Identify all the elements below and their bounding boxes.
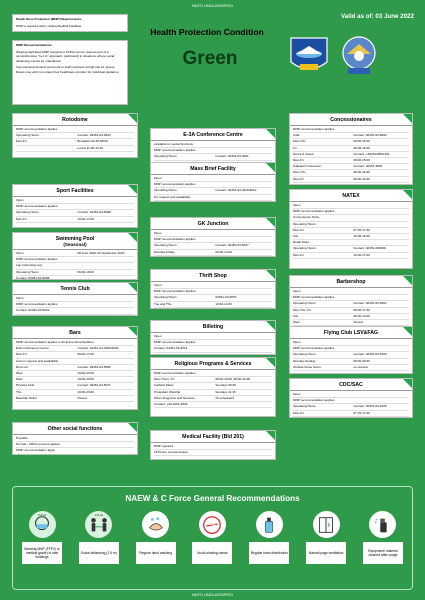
recommendation-item xyxy=(76,511,122,564)
row-label: FFP2 are recommended xyxy=(154,450,188,455)
row-label: Retail Store xyxy=(293,240,310,245)
masked-face-icon xyxy=(29,511,56,538)
card-title: NATEX xyxy=(290,190,412,202)
row-label: Fri xyxy=(293,145,297,150)
naew-logo xyxy=(288,34,330,78)
row-label: Sat xyxy=(293,234,298,239)
recommendation-text: Social distancing (1.5 m) xyxy=(79,542,119,564)
row-label: MNP recommendation applies xyxy=(154,371,196,375)
card-title: Concessionaires xyxy=(290,114,412,126)
row-label: Tue and Thu xyxy=(154,301,172,306)
window-ventilation-icon xyxy=(313,511,340,538)
card-cdc-sac xyxy=(289,378,413,418)
row-label: Lap swimming only xyxy=(16,263,43,268)
row-label: MNP recommendation applies xyxy=(16,302,58,307)
row-label: Kalipasch Insurance xyxy=(293,164,321,169)
row-value: 09:00-17:00 xyxy=(77,352,94,357)
card-title: Rotodome xyxy=(13,114,137,126)
row-label: Greek & Greek xyxy=(293,151,314,156)
row-value: 09:00-20:00 xyxy=(353,358,370,363)
row-label: MNP recommendation applies in all active listed facilities xyxy=(16,340,94,344)
row-value: Contact: 02451-63-4610/4612 xyxy=(215,188,257,193)
card-rotodome xyxy=(12,113,138,158)
row-label: Monday-Friday xyxy=(154,249,175,254)
condition-level: Green xyxy=(182,48,238,69)
row-value: Lunch 11:00-13:30 xyxy=(77,145,103,150)
card-title: Tennis Club xyxy=(13,283,137,295)
corner-triangle-icon xyxy=(266,129,275,138)
row-label: MNP recommendation applies xyxy=(16,127,58,131)
table-row xyxy=(16,146,134,152)
row-value: Contact: 02451-63-5098 xyxy=(77,210,111,215)
row-value: Contact: 02451-63-5071 xyxy=(77,383,111,388)
no-handshake-icon xyxy=(199,511,226,538)
row-label: Other Programs and Services xyxy=(154,395,195,400)
row-label: Café xyxy=(293,133,300,138)
row-label: Operating Hours xyxy=(154,243,177,248)
row-label: Wed xyxy=(16,371,23,376)
corner-triangle-icon xyxy=(266,431,275,440)
row-label: E3A Conference Centre xyxy=(16,346,49,351)
card-tennis-club xyxy=(12,282,138,316)
row-label: MNP recommendation applies xyxy=(293,295,335,300)
row-label: Open xyxy=(154,176,162,180)
row-value: Closed xyxy=(77,395,87,400)
table-row xyxy=(154,250,272,256)
row-label: Thu xyxy=(16,389,22,394)
mnp-requirements-note: Mouth Nose Protection (MNP) Requirements: MNP is required when visiting Medical Facilities. xyxy=(12,14,128,32)
row-label: Mon-Thu xyxy=(293,139,306,144)
row-label: MNP recommendation applies xyxy=(154,289,196,294)
card-other-social-functions xyxy=(12,422,138,455)
table-row xyxy=(293,365,409,371)
row-label: Mon-Fri xyxy=(16,139,27,144)
card-title: Medical Facility (Bld 201) xyxy=(151,431,275,443)
row-label: Operating Hours xyxy=(16,210,39,215)
row-label: MNP recommendation applies xyxy=(154,340,196,345)
row-label: MNP recommendation applies xyxy=(154,182,196,187)
table-row xyxy=(16,396,134,402)
table-row xyxy=(293,177,409,183)
recommendation-text: Regular hand disinfection xyxy=(249,542,289,564)
row-label: Open xyxy=(293,392,301,396)
row-label: Catholic Mass xyxy=(154,383,174,388)
corner-triangle-icon xyxy=(266,270,275,279)
row-label: Operating Hours xyxy=(16,269,39,274)
social-distance-icon xyxy=(85,511,112,538)
corner-triangle-icon xyxy=(266,321,275,330)
table-row xyxy=(293,253,409,259)
card-title: E-3A Conference Centre xyxy=(151,129,275,141)
card-title: GK Junction xyxy=(151,218,275,230)
corner-triangle-icon xyxy=(403,379,412,388)
row-value: 08 June 2022-30 September 2022 xyxy=(77,251,125,255)
recommendation-item xyxy=(246,511,292,564)
row-label: Contact: 02451-63-3514 xyxy=(154,346,188,351)
row-value: Sundays 11:15 xyxy=(215,389,236,394)
row-label: Open xyxy=(16,251,24,255)
cleaning-spray-icon xyxy=(369,511,396,538)
card-concessionaires xyxy=(289,113,413,185)
recommendation-item xyxy=(360,511,406,564)
row-value: 06:00-19:00 xyxy=(77,269,94,274)
card-title: Religious Programs & Services xyxy=(151,358,275,370)
recommendation-item xyxy=(133,511,179,564)
row-label: Operating Hours xyxy=(293,404,316,409)
row-label: Open xyxy=(293,203,301,207)
row-label: Privates Club xyxy=(16,383,35,388)
recommendation-text: Wearing MNP (FFP2) or medical grade) in side buildings xyxy=(22,542,62,564)
row-value: Contact: 02451-63-5066 xyxy=(77,364,111,369)
card-bars xyxy=(12,326,138,410)
corner-triangle-icon xyxy=(403,114,412,123)
hand-washing-icon xyxy=(142,511,169,538)
recommendation-item xyxy=(303,511,349,564)
row-value: As scheduled xyxy=(215,395,234,400)
page-title: Health Protection Condition xyxy=(150,27,264,37)
row-label: Mon-Fri xyxy=(293,158,304,163)
row-label: Mon-Thurs, Fri xyxy=(154,377,175,382)
row-value: 10:00-14:00 xyxy=(215,301,232,306)
row-value: 19:00-23:00 xyxy=(77,371,94,376)
row-value: 09:00-16:00 xyxy=(353,170,370,175)
row-label: Contact: 02451-63-5098 xyxy=(16,275,50,280)
table-row xyxy=(16,217,134,223)
row-label: Mon-Fri xyxy=(293,252,304,257)
recommendation-text: Natural page ventilation xyxy=(306,542,346,564)
row-label: Operating Hours xyxy=(293,221,316,226)
corner-triangle-icon xyxy=(266,163,275,172)
card-sport-facilities xyxy=(12,184,138,228)
row-value: 08:00-16:00, 08:00-12:00 xyxy=(215,377,251,382)
hand-sanitizer-icon xyxy=(256,511,283,538)
table-row xyxy=(293,411,409,417)
mnp-recommendations-note: MNP Recommendations: Wearing well-fitted MNP (surgical or FFP2) can be used as part of a comprehensive "3+1 G" approach, particularly in situations where social distancing cannot be maintained. Immunocompromised personnel or staff members at high risk for severe illness may wish to contact their healthcare provider for individual guidance. xyxy=(12,40,128,105)
row-label: Mon-Thu, Fri xyxy=(293,307,311,312)
row-label: MNP recommendation applies xyxy=(293,398,335,403)
row-label: MNP recommendation applies xyxy=(293,209,335,214)
row-label: And on request and availability xyxy=(16,358,59,363)
row-value: Contact: 02451-63-4000/4062 xyxy=(77,346,119,351)
row-label: Wed xyxy=(293,320,300,325)
card-title: CDC/SAC xyxy=(290,379,412,391)
corner-triangle-icon xyxy=(128,283,137,292)
row-label: Convenience Store xyxy=(293,215,320,220)
row-value: Contact: 02451-63-8062 xyxy=(353,133,387,138)
row-value: Closed xyxy=(353,320,363,325)
row-label: Available for social functions xyxy=(154,142,193,146)
card-title: Thrift Shop xyxy=(151,270,275,282)
row-label: Operating Hours xyxy=(293,301,316,306)
row-label: Mon-Fri xyxy=(16,352,27,357)
row-value: 09:00-15:00 xyxy=(353,139,370,144)
row-value: 10:00-17:00 xyxy=(353,252,370,257)
card-barbershop xyxy=(289,275,413,328)
row-label: Operating Hours xyxy=(154,295,177,300)
row-label: Open xyxy=(293,340,301,344)
card-title: Other social functions xyxy=(13,423,137,435)
card-gk-junction xyxy=(150,217,276,257)
table-row xyxy=(16,448,134,454)
corner-triangle-icon xyxy=(128,185,137,194)
row-value: Contact: 02451-3893 xyxy=(353,164,383,169)
squadron-logo xyxy=(340,34,378,76)
card-religious-programs xyxy=(150,357,276,417)
row-value: 07:30-17:00 xyxy=(353,227,370,232)
table-row xyxy=(16,308,134,314)
classification-top: NATO UNCLASSIFIED xyxy=(192,3,233,8)
card-title: Mass Brief Facility xyxy=(151,163,275,175)
row-value: Contact: 02451-63-5081 xyxy=(353,301,387,306)
table-row xyxy=(154,402,272,408)
card-title: Barbershop xyxy=(290,276,412,288)
row-label: Operating Hours xyxy=(293,352,316,357)
recommendation-text: Avoid shaking hands xyxy=(192,542,232,564)
row-label: Mon-Fri xyxy=(293,176,304,181)
recommendation-item xyxy=(19,511,65,564)
row-label: Operating Hours xyxy=(16,133,39,138)
row-label: MNP recommendation applies xyxy=(293,127,335,131)
table-row xyxy=(154,346,272,352)
row-label: MNP recommendation applies xyxy=(16,257,58,262)
corner-triangle-icon xyxy=(403,276,412,285)
card-title: Swimming Pool (Seasonal) xyxy=(13,233,137,250)
row-value: Breakfast 06:30-08:00 xyxy=(77,139,108,144)
card-medical-facility xyxy=(150,430,276,460)
row-value: Sundays 09:30 xyxy=(215,383,237,388)
row-value: 09:00-14:00 xyxy=(215,249,232,254)
valid-date: Valid as of: 03 June 2022 xyxy=(341,13,414,20)
card-title: Flying Club LSV&FAG xyxy=(290,327,412,339)
row-label: Mon-Fri xyxy=(293,410,304,415)
card-swimming-pool xyxy=(12,232,138,280)
row-value: Contact: 02451-63-6027 xyxy=(215,243,249,248)
row-value: 09:00-13:00 xyxy=(353,313,370,318)
recommendation-text: Equipment/ material cleaned after usage xyxy=(363,542,403,564)
row-label: Open xyxy=(154,334,162,338)
row-label: MNP recommendation apply xyxy=(16,448,55,453)
row-label xyxy=(16,146,77,151)
recommendation-text: Regular hand washing xyxy=(136,542,176,564)
row-value: 10:00-15:00 xyxy=(353,234,370,239)
row-value: 19:00-23:00 xyxy=(77,389,94,394)
corner-triangle-icon xyxy=(128,114,137,123)
card-title: Bars xyxy=(13,327,137,339)
card-billeting xyxy=(150,320,276,355)
row-label: Contact: 02451-63-5041 xyxy=(16,308,50,313)
corner-triangle-icon xyxy=(266,358,275,367)
row-label: Operating Hours xyxy=(154,154,177,159)
table-row xyxy=(154,302,272,308)
row-label: Open xyxy=(16,296,24,300)
row-value: Contact: 02451-63-5484 xyxy=(353,352,387,357)
naew-title: NAEW & C Force General Recommendations xyxy=(125,494,300,503)
row-label: MNP recommendation applies xyxy=(154,237,196,242)
card-mass-brief-facility xyxy=(150,162,276,202)
corner-triangle-icon xyxy=(128,327,137,336)
row-label: Wed xyxy=(16,377,23,382)
corner-triangle-icon xyxy=(128,423,137,432)
row-label: Bavarian Keller xyxy=(16,395,37,400)
card-flying-club xyxy=(289,326,413,374)
row-label: Mon-Fri xyxy=(16,216,27,221)
row-label: Monday-Sunday xyxy=(293,358,316,363)
row-label: MNP recommendation applies xyxy=(154,148,196,153)
row-value: Contact: 02451-63-6623 xyxy=(77,133,111,138)
row-label: Operating Hours xyxy=(293,246,316,251)
naew-recommendations xyxy=(12,486,413,590)
corner-triangle-icon xyxy=(403,327,412,336)
row-value: on request xyxy=(353,364,368,369)
row-value: Contact: 02451-630289 xyxy=(353,246,386,251)
row-value: 09:00-15:00 xyxy=(353,158,370,163)
row-label: Red Lion xyxy=(16,364,29,369)
table-row xyxy=(154,195,272,201)
card-title: Billeting xyxy=(151,321,275,333)
row-label: Open xyxy=(16,198,24,202)
row-label: MNP required xyxy=(154,444,174,448)
card-thrift-shop xyxy=(150,269,276,309)
recommendation-item xyxy=(189,511,235,564)
row-label: Open xyxy=(154,231,162,235)
card-natex xyxy=(289,189,413,269)
row-value: 09:00-13:00 xyxy=(353,176,370,181)
corner-triangle-icon xyxy=(403,190,412,199)
distance-badge: 1.5 m xyxy=(38,512,46,517)
row-label: Mon-Fri xyxy=(293,227,304,232)
row-label: Outside these hours: xyxy=(293,364,322,369)
row-value: 19:00-23:00 xyxy=(77,377,94,382)
row-value: Contact: 02451-63-2205 xyxy=(353,404,387,409)
classification-bottom: NATO UNCLASSIFIED xyxy=(192,592,233,597)
row-label: Mon-Thu xyxy=(293,170,306,175)
row-label: Sat xyxy=(293,313,298,318)
row-value: 02451-63-6875 xyxy=(215,295,237,300)
row-label: Protestant Worship xyxy=(154,389,181,394)
corner-triangle-icon xyxy=(266,218,275,227)
row-label: Contact: +49-2451-9930 xyxy=(154,402,188,407)
row-value: Contact: 02451-63-4061 xyxy=(215,154,249,159)
row-value: 09:00-17:00 xyxy=(353,307,370,312)
row-label: Possible xyxy=(16,436,28,440)
corner-triangle-icon xyxy=(128,233,137,242)
row-label: On request and availability xyxy=(154,194,191,199)
row-label: Operating Hours xyxy=(154,188,177,193)
naew-items xyxy=(19,511,406,564)
row-value: Contact: +4915225591161 xyxy=(353,151,390,156)
table-row xyxy=(16,276,134,280)
table-row xyxy=(154,450,272,456)
row-label: Open xyxy=(154,283,162,287)
row-value: 10:00-17:00 xyxy=(77,216,94,221)
distance-badge: 1.5 m xyxy=(94,512,103,517)
row-value: 07:15-17:30 xyxy=(353,410,370,415)
row-label: MNP recommendation applies xyxy=(16,204,58,209)
row-label: Open xyxy=(293,289,301,293)
card-title: Sport Facilities xyxy=(13,185,137,197)
row-label: Normal - CRAG process applies xyxy=(16,442,61,447)
row-label: MNP recommendation applies xyxy=(293,346,335,351)
row-value: 09:00-15:00 xyxy=(353,145,370,150)
